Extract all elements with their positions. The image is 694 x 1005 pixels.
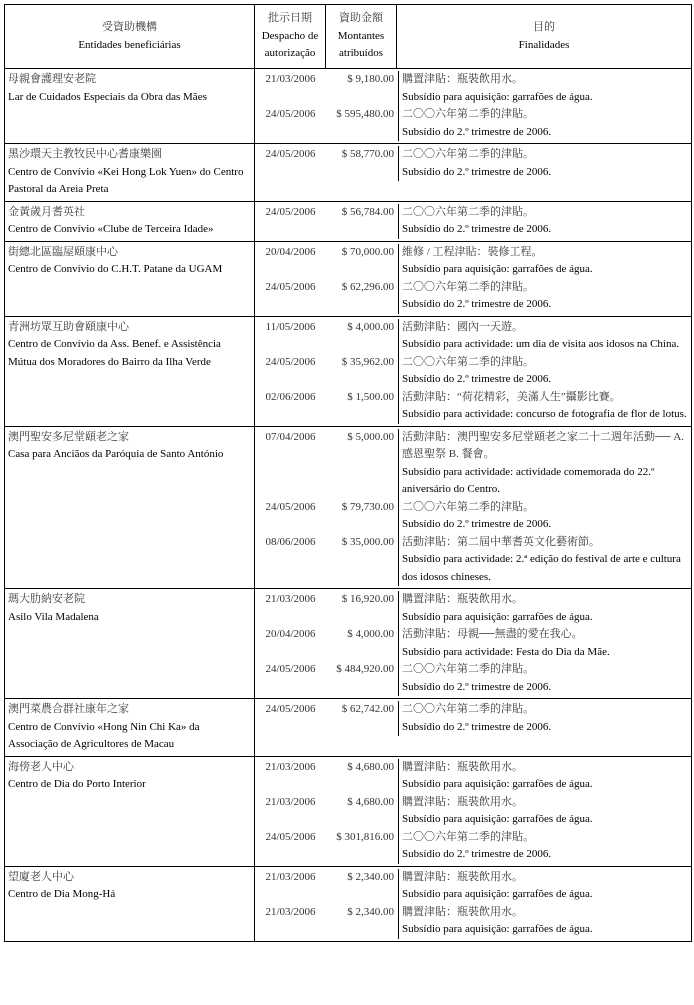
- entity-cell: [5, 589, 255, 699]
- entry-purpose-pt: Subsídio para actividade: 2.ª edição do festival de arte e cultura dos idosos chineses.: [402, 553, 681, 583]
- entry-date: 24/05/2006: [265, 148, 316, 160]
- entry-date: 21/03/2006: [265, 760, 316, 773]
- entry: [255, 869, 691, 904]
- entry-amount: $ 2,340.00: [347, 870, 394, 883]
- entry-amount: $ 70,000.00: [341, 245, 394, 258]
- entry: [255, 591, 691, 626]
- entry-purpose-pt: Subsídio para actividade: um dia de visita aos idosos na China.: [402, 338, 680, 350]
- entry-purpose-pt: Subsídio para aquisição: garrafões de água.: [402, 90, 593, 103]
- entity-name-pt: Lar de Cuidados Especiais da Obra das Mães: [8, 90, 207, 103]
- entries-cell: [255, 201, 692, 241]
- entity-cell: [5, 699, 255, 757]
- entry-amount: $ 4,680.00: [347, 795, 394, 808]
- entry-purpose-zh: 二〇〇六年第二季的津貼。: [402, 830, 534, 843]
- entity-name-zh: 母親會護理安老院: [8, 73, 96, 85]
- entry-purpose-zh: 二〇〇六年第二季的津貼。: [402, 355, 534, 368]
- entity-name-pt: Centro de Dia do Porto Interior: [8, 778, 146, 790]
- entry-purpose-zh: 二〇〇六年第二季的津貼。: [402, 280, 534, 293]
- entries-cell: [255, 316, 692, 426]
- entity-cell: [5, 241, 255, 316]
- entry-purpose-zh: 購置津貼：瓶裝飲用水。: [402, 593, 523, 605]
- entity-name-pt: Casa para Anciãos da Paróquia de Santo António: [8, 448, 224, 460]
- entry-purpose-pt: Subsídio do 2.º trimestre de 2006.: [402, 848, 552, 860]
- entry-date: 21/03/2006: [265, 905, 316, 918]
- entry: [255, 389, 691, 424]
- entry-purpose: [398, 904, 691, 939]
- entry-purpose-pt: Subsídio para actividade: concurso de fotografia de flor de lotus.: [402, 408, 687, 420]
- entry-purpose: [398, 869, 691, 904]
- entry-date: 24/05/2006: [265, 830, 316, 843]
- entry-purpose-pt: Subsídio para actividade: Festa do Dia da Mãe.: [402, 645, 610, 658]
- table-row: [5, 426, 692, 589]
- entry-purpose: [398, 794, 691, 829]
- entries-cell: [255, 866, 692, 941]
- entry-purpose-zh: 二〇〇六年第二季的津貼。: [402, 108, 534, 120]
- entry-date: 24/05/2006: [265, 108, 316, 120]
- entry-purpose-pt: Subsídio para aquisição: garrafões de água.: [402, 778, 593, 790]
- entry-purpose: [398, 626, 691, 661]
- entry-purpose-pt: Subsídio do 2.º trimestre de 2006.: [402, 165, 552, 178]
- entry-amount: $ 4,000.00: [347, 628, 394, 640]
- entity-cell: [5, 201, 255, 241]
- entity-name-zh: 黑沙環天主教牧民中心耆康樂園: [8, 148, 162, 160]
- entry-purpose-zh: 購置津貼：瓶裝飲用水。: [402, 760, 523, 773]
- entry-purpose-zh: 活動津貼：母親──無盡的愛在我心。: [402, 628, 583, 640]
- table-row: [5, 866, 692, 941]
- entries-cell: [255, 699, 692, 757]
- entry: [255, 534, 691, 587]
- entry-purpose-zh: 活動津貼：國內一天遊。: [402, 320, 523, 333]
- entry-purpose-pt: Subsídio para aquisição: garrafões de água.: [402, 923, 593, 935]
- entry: [255, 701, 691, 736]
- entry-purpose-zh: 購置津貼：瓶裝飲用水。: [402, 905, 523, 918]
- entry: [255, 71, 691, 106]
- entry-date: 24/05/2006: [265, 703, 316, 715]
- entries-cell: [255, 241, 692, 316]
- entity-cell: [5, 866, 255, 941]
- entry-purpose-zh: 二〇〇六年第二季的津貼。: [402, 703, 534, 715]
- entry-purpose-pt: Subsídio do 2.º trimestre de 2006.: [402, 680, 552, 693]
- entry-amount: $ 35,000.00: [341, 535, 394, 548]
- entry-purpose-pt: Subsídio do 2.º trimestre de 2006.: [402, 518, 552, 530]
- entry-purpose-zh: 二〇〇六年第二季的津貼。: [402, 500, 534, 513]
- entry-purpose-zh: 活動津貼：“荷花精彩，美滿人生”攝影比賽。: [402, 390, 621, 403]
- entry-purpose-pt: Subsídio do 2.º trimestre de 2006.: [402, 125, 552, 138]
- entry-date: 20/04/2006: [265, 628, 316, 640]
- entry-purpose-pt: Subsídio do 2.º trimestre de 2006.: [402, 720, 552, 733]
- entry-purpose: [398, 244, 691, 279]
- entry-date: 20/04/2006: [265, 245, 316, 258]
- entry-date: 21/03/2006: [265, 593, 316, 605]
- table-row: [5, 589, 692, 699]
- entry-date: 24/05/2006: [265, 500, 316, 513]
- entry: [255, 106, 691, 141]
- entity-name-zh: 澳門菜農合群社康年之家: [8, 703, 129, 715]
- entry: [255, 319, 691, 354]
- entry-date: 21/03/2006: [265, 870, 316, 883]
- entry-purpose: [398, 534, 691, 587]
- entry: [255, 279, 691, 314]
- entity-name-zh: 瑪大肋納安老院: [8, 593, 85, 605]
- entity-name-zh: 澳門聖安多尼堂頤老之家: [8, 430, 129, 443]
- entry-purpose-pt: Subsídio para aquisição: garrafões de água.: [402, 263, 593, 275]
- entry-amount: $ 79,730.00: [341, 500, 394, 513]
- entry-purpose-zh: 活動津貼：第二屆中華耆英文化藝術節。: [402, 535, 600, 548]
- entry-purpose-pt: Subsídio do 2.º trimestre de 2006.: [402, 373, 552, 385]
- entry: [255, 626, 691, 661]
- entry-purpose-pt: Subsídio para aquisição: garrafões de água.: [402, 888, 593, 900]
- entity-name-pt: Asilo Vila Madalena: [8, 610, 99, 623]
- entry-purpose-zh: 二〇〇六年第二季的津貼。: [402, 205, 534, 218]
- entry-amount: $ 5,000.00: [347, 430, 394, 443]
- entity-name-pt: Centro de Convívio «Kei Hong Lok Yuen» do Centro Pastoral da Areia Preta: [8, 165, 244, 195]
- entity-cell: [5, 316, 255, 426]
- entry-purpose: [398, 279, 691, 314]
- entry-amount: $ 9,180.00: [347, 73, 394, 85]
- header-row: [5, 5, 692, 69]
- entry-purpose-pt: Subsídio para actividade: actividade comemorada do 22.º aniversário do Centro.: [402, 465, 655, 495]
- entry-date: 02/06/2006: [265, 390, 316, 403]
- entries-cell: [255, 69, 692, 144]
- entity-name-zh: 海傍老人中心: [8, 760, 74, 773]
- entry-purpose-pt: Subsídio do 2.º trimestre de 2006.: [402, 298, 552, 310]
- entry-purpose: [398, 389, 691, 424]
- table-row: [5, 316, 692, 426]
- entry: [255, 759, 691, 794]
- entry-purpose-zh: 購置津貼：瓶裝飲用水。: [402, 870, 523, 883]
- entry-amount: $ 62,296.00: [341, 280, 394, 293]
- entry: [255, 794, 691, 829]
- header-entity: 受資助機構 Entidades beneficiárias: [5, 5, 255, 69]
- entry-date: 07/04/2006: [265, 430, 316, 443]
- entry-amount: $ 16,920.00: [341, 593, 394, 605]
- table-body: [5, 69, 692, 942]
- entry-purpose-zh: 二〇〇六年第二季的津貼。: [402, 148, 534, 160]
- table-row: [5, 699, 692, 757]
- entry-purpose: [398, 591, 691, 626]
- entry-amount: $ 1,500.00: [347, 390, 394, 403]
- entry-date: 11/05/2006: [265, 320, 316, 333]
- entry-purpose: [398, 106, 691, 141]
- entity-name-zh: 金黃歲月耆英社: [8, 205, 85, 218]
- entry-purpose: [398, 661, 691, 696]
- table-row: [5, 241, 692, 316]
- entry-date: 24/05/2006: [265, 355, 316, 368]
- header-amount: 資助金額 Montantes atribuídos: [326, 5, 397, 69]
- entry-date: 21/03/2006: [265, 73, 316, 85]
- entry-amount: $ 595,480.00: [336, 108, 394, 120]
- entry: [255, 244, 691, 279]
- entry-purpose-pt: Subsídio para aquisição: garrafões de água.: [402, 813, 593, 825]
- entry-purpose-zh: 活動津貼：澳門聖安多尼堂頤老之家二十二週年活動── A. 感恩聖祭 B. 餐會。: [402, 430, 685, 460]
- entry-amount: $ 2,340.00: [347, 905, 394, 918]
- entity-name-zh: 街總北區臨屋頤康中心: [8, 245, 118, 258]
- header-date: 批示日期 Despacho de autorização: [255, 5, 326, 69]
- entry-purpose-zh: 二〇〇六年第二季的津貼。: [402, 663, 534, 675]
- entry-amount: $ 58,770.00: [341, 148, 394, 160]
- entries-cell: [255, 756, 692, 866]
- entry-purpose: [398, 71, 691, 106]
- entry-date: 24/05/2006: [265, 280, 316, 293]
- entry-purpose: [398, 354, 691, 389]
- entry-purpose: [398, 829, 691, 864]
- entry-date: 21/03/2006: [265, 795, 316, 808]
- entry-amount: $ 4,680.00: [347, 760, 394, 773]
- entity-name-zh: 望廈老人中心: [8, 870, 74, 883]
- entry-amount: $ 301,816.00: [336, 830, 394, 843]
- entry: [255, 146, 691, 181]
- entry-purpose-pt: Subsídio para aquisição: garrafões de água.: [402, 610, 593, 623]
- entry-amount: $ 35,962.00: [341, 355, 394, 368]
- table-row: [5, 201, 692, 241]
- entry: [255, 354, 691, 389]
- entry: [255, 829, 691, 864]
- entry: [255, 204, 691, 239]
- entry-date: 24/05/2006: [265, 663, 316, 675]
- entries-cell: [255, 589, 692, 699]
- entry-purpose-zh: 維修 / 工程津貼：裝修工程。: [402, 245, 543, 258]
- entry-amount: $ 4,000.00: [347, 320, 394, 333]
- entry-purpose-zh: 購置津貼：瓶裝飲用水。: [402, 795, 523, 808]
- table-row: [5, 144, 692, 202]
- entity-cell: [5, 144, 255, 202]
- entity-name-zh: 青洲坊眾互助會頤康中心: [8, 320, 129, 333]
- entity-cell: [5, 756, 255, 866]
- entries-cell: [255, 426, 692, 589]
- entry: [255, 661, 691, 696]
- table-row: [5, 756, 692, 866]
- entry-purpose: [398, 319, 691, 354]
- entity-name-pt: Centro de Convívio da Ass. Benef. e Assistência Mútua dos Moradores do Bairro da Ilha Verde: [8, 338, 221, 368]
- entry-purpose: [398, 499, 691, 534]
- entry: [255, 499, 691, 534]
- entry-purpose: [398, 204, 691, 239]
- entity-name-pt: Centro de Convívio do C.H.T. Patane da UGAM: [8, 263, 223, 275]
- entry-date: 24/05/2006: [265, 205, 316, 218]
- table-row: [5, 69, 692, 144]
- entity-name-pt: Centro de Convívio «Clube de Terceira Idade»: [8, 223, 214, 235]
- entry-purpose-zh: 購置津貼：瓶裝飲用水。: [402, 73, 523, 85]
- entry-purpose: [398, 146, 691, 181]
- entry-amount: $ 62,742.00: [341, 703, 394, 715]
- entry-purpose: [398, 701, 691, 736]
- entry-amount: $ 56,784.00: [341, 205, 394, 218]
- entity-cell: [5, 69, 255, 144]
- entry: [255, 429, 691, 499]
- entity-name-pt: Centro de Dia Mong-Há: [8, 888, 116, 900]
- entity-name-pt: Centro de Convívio «Hong Nin Chi Ka» da Associação de Agricultores de Macau: [8, 720, 200, 750]
- subsidy-table: [4, 4, 692, 942]
- entity-cell: [5, 426, 255, 589]
- entry: [255, 904, 691, 939]
- entry-purpose-pt: Subsídio do 2.º trimestre de 2006.: [402, 223, 552, 235]
- entry-date: 08/06/2006: [265, 535, 316, 548]
- header-purpose: 目的 Finalidades: [397, 5, 692, 69]
- entry-amount: $ 484,920.00: [336, 663, 394, 675]
- entry-purpose: [398, 759, 691, 794]
- entries-cell: [255, 144, 692, 202]
- entry-purpose: [398, 429, 691, 499]
